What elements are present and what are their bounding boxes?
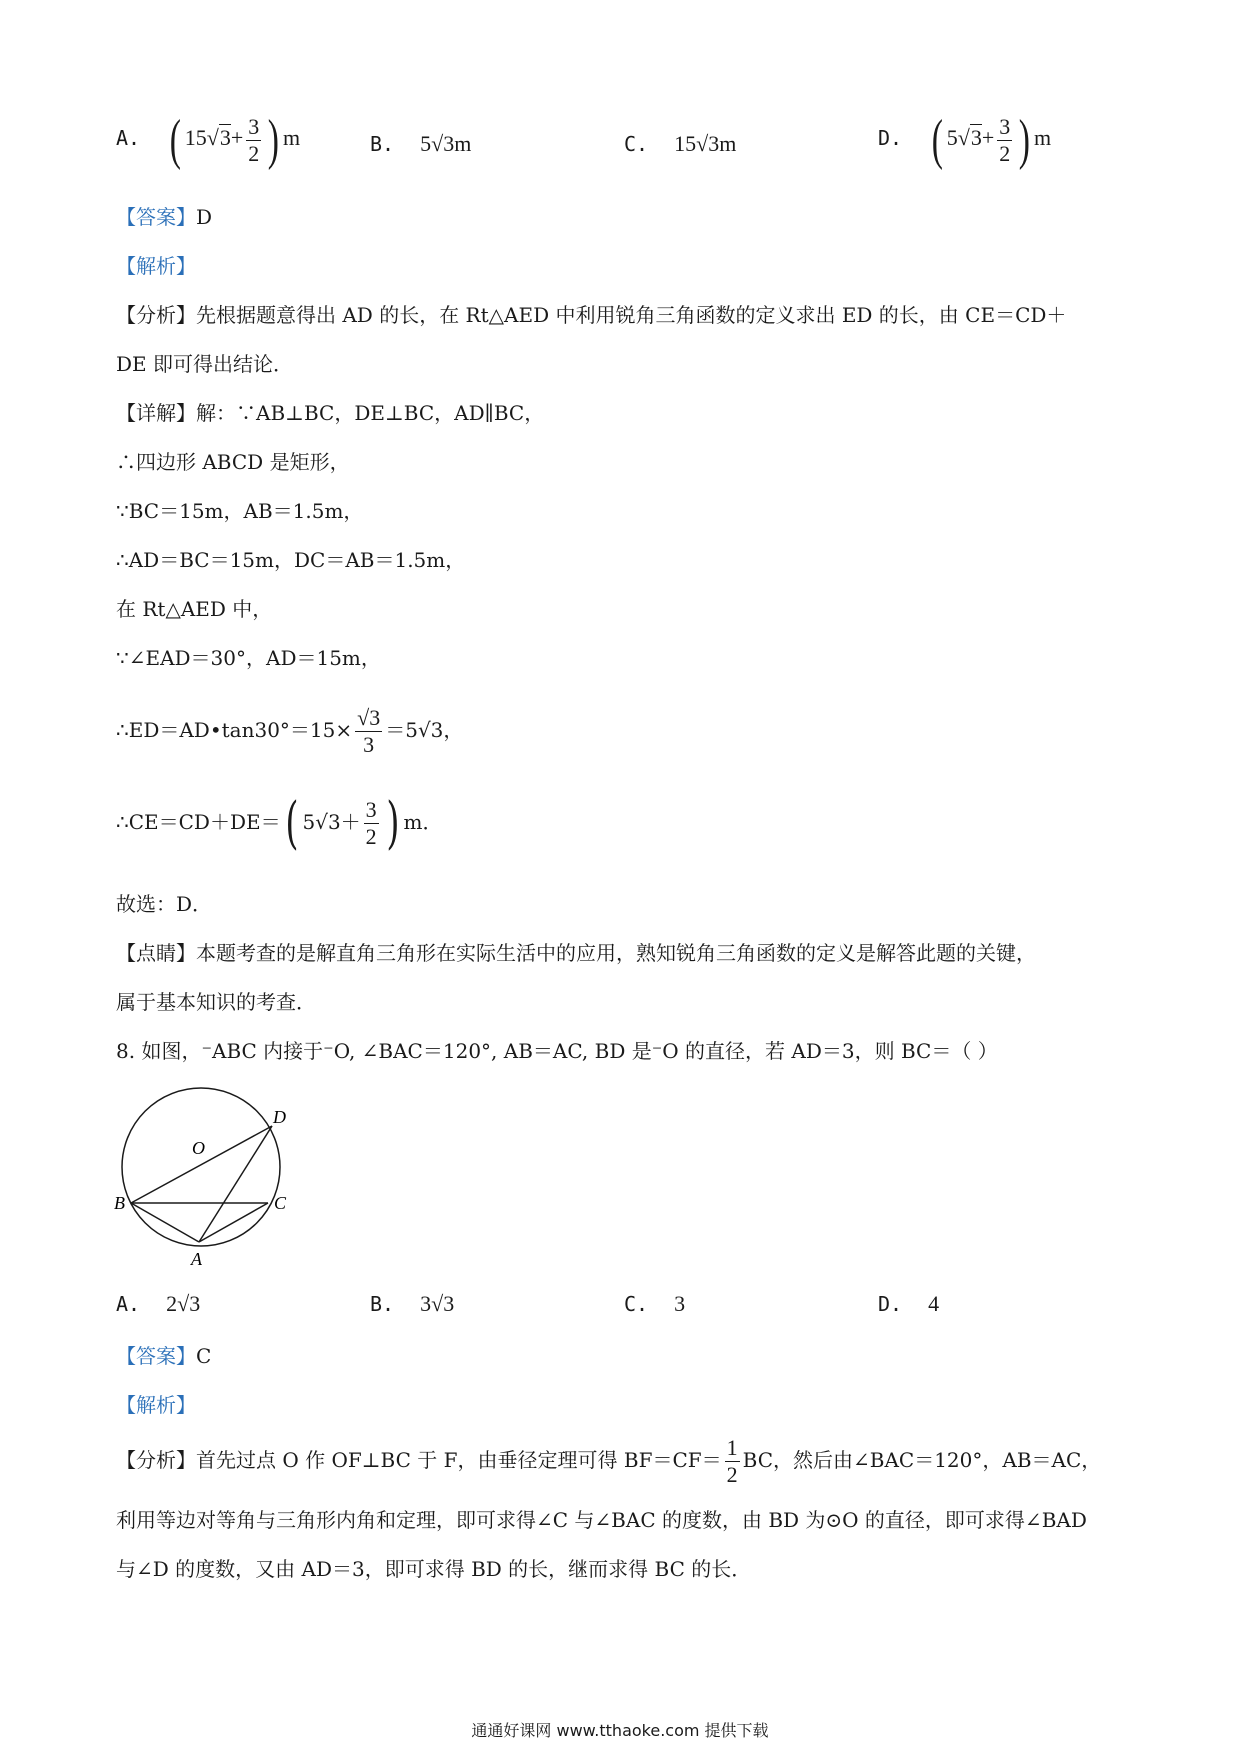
q8-stem: 8. 如图，⁻ABC 内接于⁻O, ∠BAC＝120°, AB＝AC, BD 是⁻O 的直径，若 AD＝3，则 BC＝（ ） (116, 1039, 998, 1063)
q7-detail-line3: ∵BC＝15m，AB＝1.5m， (116, 499, 364, 523)
option-label: D. (878, 1292, 903, 1316)
q7-detail-line6: ∵∠EAD＝30°，AD＝15m， (116, 646, 381, 670)
q7-comment-line2: 属于基本知识的考查． (116, 990, 316, 1014)
q7-analysis-line1: 【分析】先根据题意得出 AD 的长，在 Rt△AED 中利用锐角三角函数的定义求出 ED 的长，由 CE＝CD＋ (116, 303, 1067, 327)
q7-detail-line7: ∴ED＝AD•tan30°＝15× $\frac{√3}{3}$ ＝5√3， (116, 705, 464, 757)
option-label: B. (370, 1292, 395, 1316)
q7-analysis-tag: 【解析】 (116, 254, 196, 278)
option-value: 4 (928, 1291, 940, 1316)
q7-option-d[interactable] (878, 109, 1052, 171)
label-c: C (274, 1193, 287, 1213)
segment-ba (131, 1203, 199, 1242)
q7-analysis-line2: DE 即可得出结论． (116, 352, 293, 376)
q7-detail-line5: 在 Rt△AED 中， (116, 597, 273, 621)
answer-value: C (196, 1344, 212, 1368)
detail-label: 【详解】 (116, 401, 196, 425)
q7-detail-line4: ∴AD＝BC＝15m，DC＝AB＝1.5m， (116, 548, 466, 572)
option-label: C. (624, 132, 649, 156)
q8-analysis-line2: 利用等边对等角与三角形内角和定理，即可求得∠C 与∠BAC 的度数，由 BD 为⊙O 的直径，即可求得∠BAD (116, 1508, 1087, 1532)
option-value: 5√3m (420, 131, 472, 156)
option-label: D. (878, 126, 903, 151)
option-value: 2√3 (166, 1291, 201, 1316)
q7-comment-line1: 【点睛】本题考查的是解直角三角形在实际生活中的应用，熟知锐角三角函数的定义是解答此题的关键， (116, 941, 1036, 965)
label-o: O (192, 1138, 205, 1158)
q8-figure (110, 1075, 330, 1270)
segment-ad (199, 1126, 272, 1242)
q8-analysis-line3: 与∠D 的度数，又由 AD＝3，即可求得 BD 的长，继而求得 BC 的长． (116, 1557, 752, 1581)
answer-tag: 【答案】 (116, 1344, 196, 1368)
page-footer: 通通好课网 www.tthaoke.com 提供下载 (471, 1721, 769, 1740)
q8-option-a[interactable] (116, 1290, 200, 1318)
label-b: B (114, 1193, 125, 1213)
option-label: A. (116, 1292, 141, 1316)
q8-option-d[interactable] (878, 1290, 939, 1318)
q7-detail-line8: ∴CE＝CD＋DE＝( 5√3＋ $\frac{3}{2}$ ) m． (116, 790, 443, 856)
q7-option-b[interactable] (370, 130, 471, 158)
option-label: A. (116, 126, 141, 151)
analysis-label: 【分析】 (116, 1448, 196, 1472)
option-label: C. (624, 1292, 649, 1316)
option-value: ( 5√3+ $\frac{3}{2}$ ) m (931, 109, 1052, 171)
q7-choose: 故选：D． (116, 892, 213, 916)
circle-o (122, 1088, 280, 1246)
q8-option-c[interactable] (624, 1290, 685, 1318)
answer-value: D (196, 205, 213, 229)
q7-detail-line1: 【详解】解：∵AB⊥BC，DE⊥BC，AD∥BC， (116, 401, 545, 425)
option-value: 15√3m (674, 131, 737, 156)
q7-detail-line2: ∴四边形 ABCD 是矩形， (116, 450, 350, 474)
answer-tag: 【答案】 (116, 205, 196, 229)
q8-answer (116, 1342, 211, 1370)
label-a: A (191, 1249, 202, 1269)
q8-analysis-tag: 【解析】 (116, 1393, 196, 1417)
comment-label: 【点睛】 (116, 941, 196, 965)
option-value: ( 15√3+ $\frac{3}{2}$ ) m (169, 109, 301, 171)
analysis-label: 【分析】 (116, 303, 196, 327)
q7-option-c[interactable] (624, 130, 736, 158)
option-label: B. (370, 132, 395, 156)
q7-answer (116, 203, 212, 231)
label-d: D (273, 1107, 286, 1127)
q7-option-a[interactable] (116, 109, 301, 171)
q8-option-b[interactable] (370, 1290, 454, 1318)
option-value: 3√3 (420, 1291, 455, 1316)
option-value: 3 (674, 1291, 686, 1316)
q8-analysis-line1: 【分析】首先过点 O 作 OF⊥BC 于 F，由垂径定理可得 BF＝CF＝ $\frac{1}{2}$ BC，然后由∠BAC＝120°，AB＝AC， (116, 1435, 1102, 1487)
